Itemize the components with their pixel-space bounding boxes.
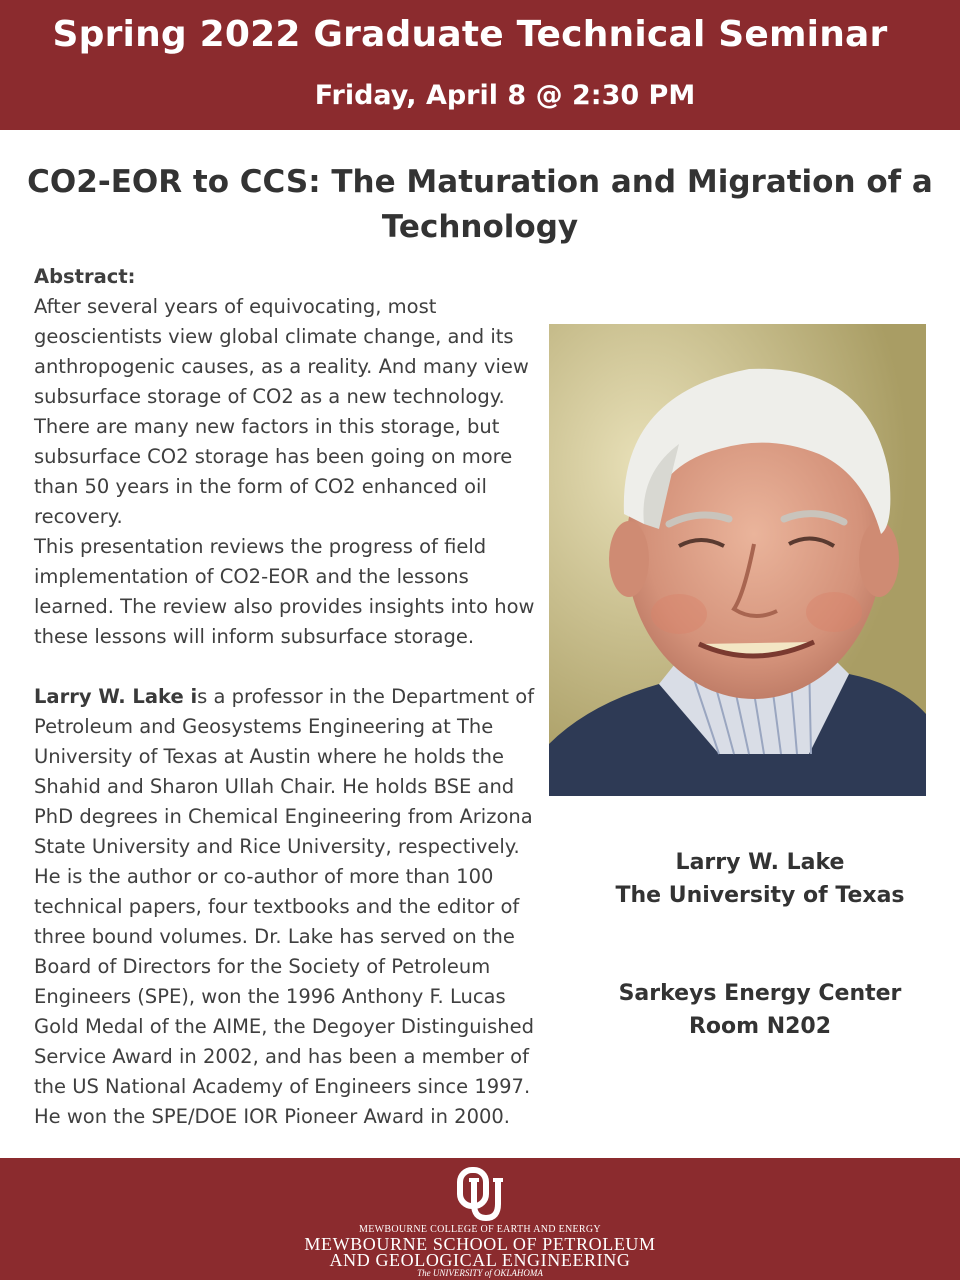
speaker-portrait-image: [549, 324, 926, 796]
seminar-date: Friday, April 8 @ 2:30 PM: [314, 80, 696, 111]
footer-school-line1: MEWBOURNE SCHOOL OF PETROLEUM: [304, 1234, 656, 1254]
talk-title: [20, 160, 940, 250]
abstract-paragraph-1: After several years of equivocating, most geoscientists view global climate change, and its anthropogenic causes, as a reality. And many view subsurface storage of CO2 as a new technology. There are many new factors in this storage, but subsurface CO2 storage has been going on more than 50 years in the form of CO2 enhanced oil recovery.: [34, 295, 529, 528]
venue-info: [580, 977, 940, 1043]
abstract-section: [34, 262, 549, 1132]
abstract-label: Abstract:: [34, 265, 136, 288]
venue-building: Sarkeys Energy Center: [618, 981, 902, 1006]
seminar-title: Spring 2022 Graduate Technical Seminar: [52, 14, 888, 55]
speaker-affiliation: The University of Texas: [615, 883, 905, 908]
speaker-bio: [34, 682, 549, 1132]
header-banner: [0, 0, 960, 130]
footer-college: MEWBOURNE COLLEGE OF EARTH AND ENERGY: [359, 1224, 601, 1235]
talk-title-line1: CO2-EOR to CCS: The Maturation and Migration of a: [27, 164, 933, 200]
ou-logo-icon: [452, 1166, 508, 1226]
venue-room: Room N202: [688, 1014, 832, 1039]
bio-text: s a professor in the Department of Petroleum and Geosystems Engineering at The University of Texas at Austin where he holds the Shahid and Sharon Ullah Chair. He holds BSE and PhD degrees in Chemical Engineering from Arizona State University and Rice University, respectively. He is the author or co-author of more than 100 technical papers, four textbooks and the editor of three bound volumes. Dr. Lake has served on the Board of Directors for the Society of Petroleum Engineers (SPE), won the 1996 Anthony F. Lucas Gold Medal of the AIME, the Degoyer Distinguished Service Award in 2002, and has been a member of the US National Academy of Engineers since 1997. He won the SPE/DOE IOR Pioneer Award in 2000.: [34, 685, 535, 1128]
bio-name: Larry W. Lake i: [34, 685, 198, 708]
talk-title-line2: Technology: [381, 209, 579, 245]
footer-school-line2: AND GEOLOGICAL ENGINEERING: [329, 1250, 631, 1270]
speaker-name: Larry W. Lake: [675, 850, 845, 875]
abstract-paragraph-2: This presentation reviews the progress of field implementation of CO2-EOR and the lessons learned. The review also provides insights into how these lessons will inform subsurface storage.: [34, 535, 535, 648]
speaker-photo: [549, 324, 926, 796]
footer-university: The UNIVERSITY of OKLAHOMA: [417, 1268, 543, 1278]
footer-banner: [0, 1158, 960, 1280]
speaker-info: [580, 846, 940, 912]
